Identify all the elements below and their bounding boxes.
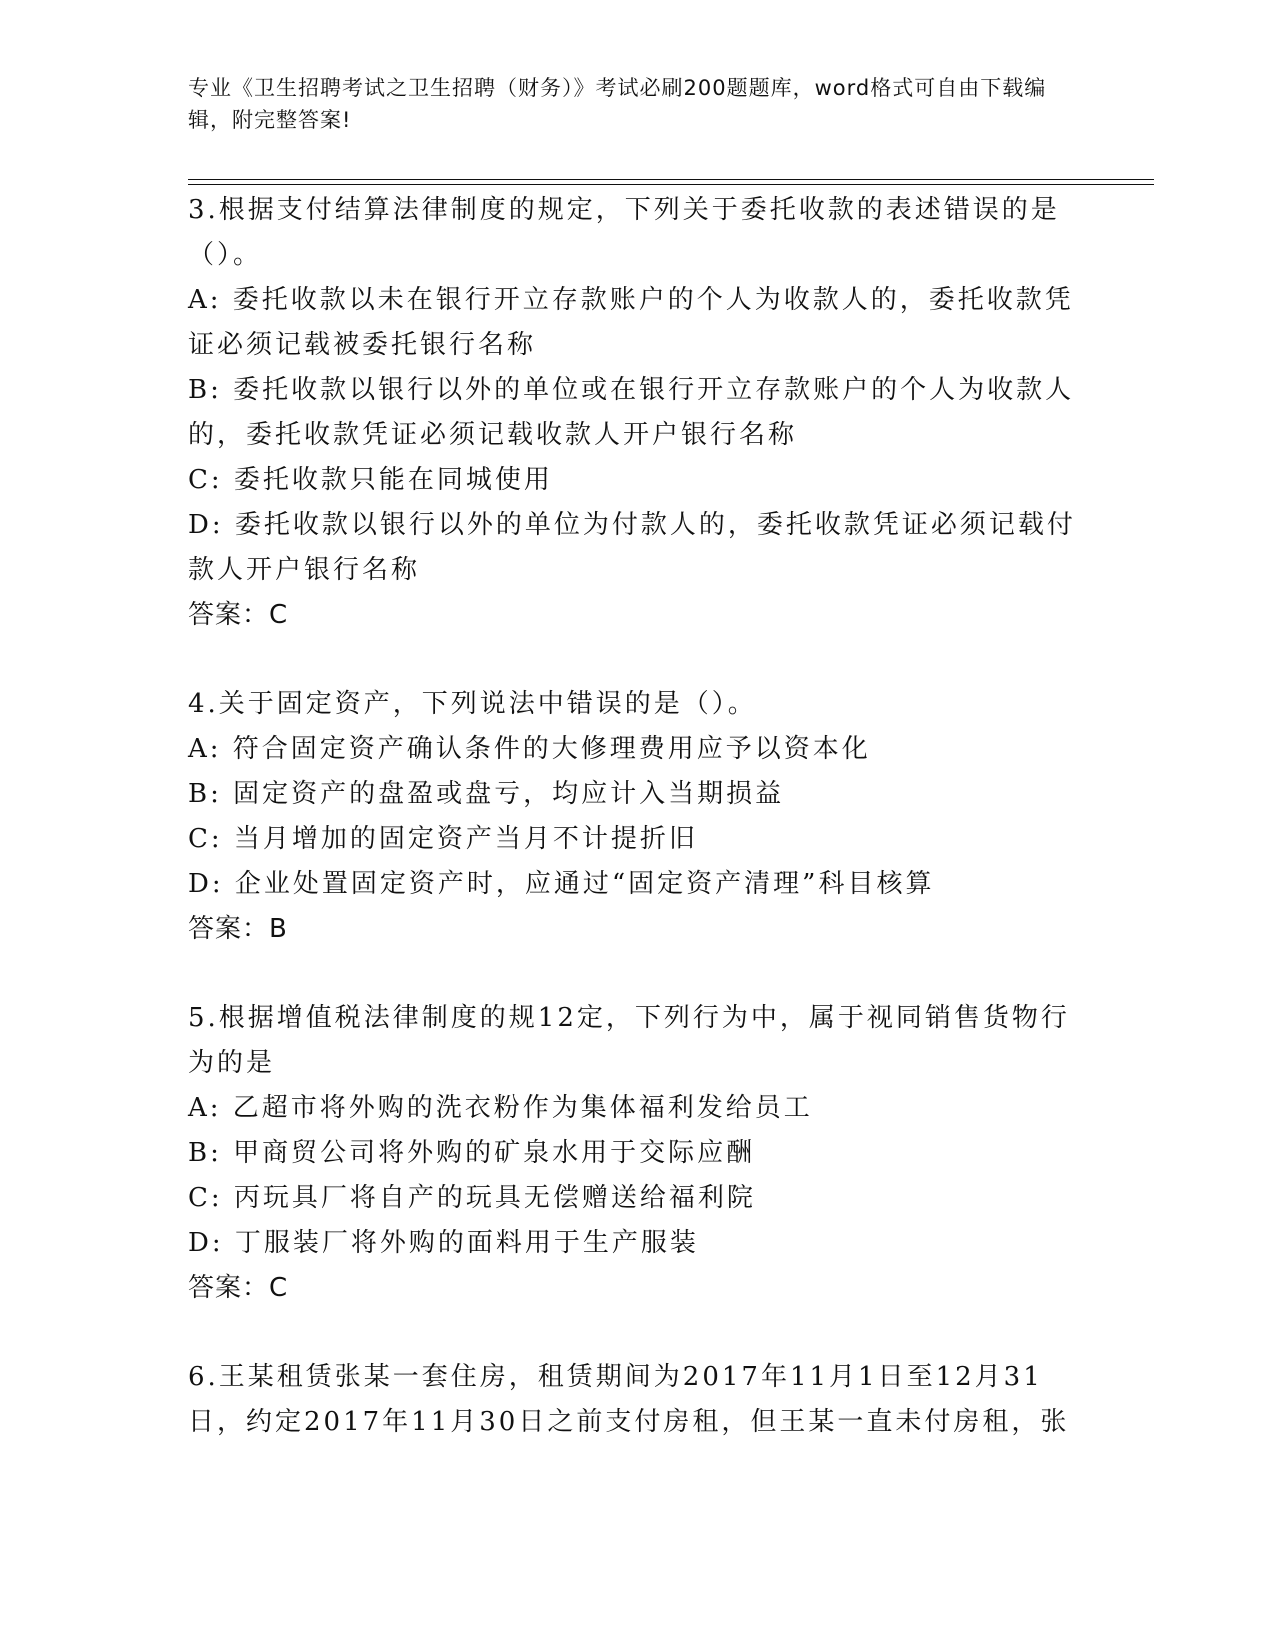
option-a: A: 乙超市将外购的洗衣粉作为集体福利发给员工: [188, 1093, 813, 1123]
question-6: [188, 1355, 1078, 1445]
question-stem: 5.根据增值税法律制度的规12定，下列行为中，属于视同销售货物行为的是: [188, 1003, 1070, 1078]
document-header: 专业《卫生招聘考试之卫生招聘（财务）》考试必刷200题题库，word格式可自由下载编辑，附完整答案!: [188, 76, 1047, 132]
question-4: [188, 682, 1078, 952]
header-divider-top: [188, 179, 1154, 180]
option-c: C: 丙玩具厂将自产的玩具无偿赠送给福利院: [188, 1183, 756, 1213]
option-b: B: 甲商贸公司将外购的矿泉水用于交际应酬: [188, 1138, 756, 1168]
question-list: [188, 188, 1078, 1489]
question-3: [188, 188, 1078, 638]
option-d: D: 企业处置固定资产时，应通过“固定资产清理”科目核算: [188, 869, 935, 899]
option-a: A: 委托收款以未在银行开立存款账户的个人为收款人的，委托收款凭证必须记载被委托银行名称: [188, 285, 1074, 360]
answer: 答案：C: [188, 1273, 289, 1303]
header-divider-bottom: [188, 184, 1154, 185]
question-stem: 6.王某租赁张某一套住房，租赁期间为2017年11月1日至12月31日，约定2017年11月30日之前支付房租，但王某一直未付房租，张: [188, 1362, 1070, 1437]
option-b: B: 固定资产的盘盈或盘亏，均应计入当期损益: [188, 779, 785, 809]
option-d: D: 丁服装厂将外购的面料用于生产服装: [188, 1228, 699, 1258]
option-a: A: 符合固定资产确认条件的大修理费用应予以资本化: [188, 734, 871, 764]
option-c: C: 委托收款只能在同城使用: [188, 465, 553, 495]
answer: 答案：B: [188, 914, 288, 944]
answer: 答案：C: [188, 600, 289, 630]
option-c: C: 当月增加的固定资产当月不计提折旧: [188, 824, 698, 854]
option-d: D: 委托收款以银行以外的单位为付款人的，委托收款凭证必须记载付款人开户银行名称: [188, 510, 1076, 585]
question-5: [188, 996, 1078, 1311]
question-stem: 4.关于固定资产，下列说法中错误的是（）。: [188, 689, 757, 719]
option-b: B: 委托收款以银行以外的单位或在银行开立存款账户的个人为收款人的，委托收款凭证必须记载收款人开户银行名称: [188, 375, 1075, 450]
question-stem: 3.根据支付结算法律制度的规定，下列关于委托收款的表述错误的是（）。: [188, 195, 1060, 270]
